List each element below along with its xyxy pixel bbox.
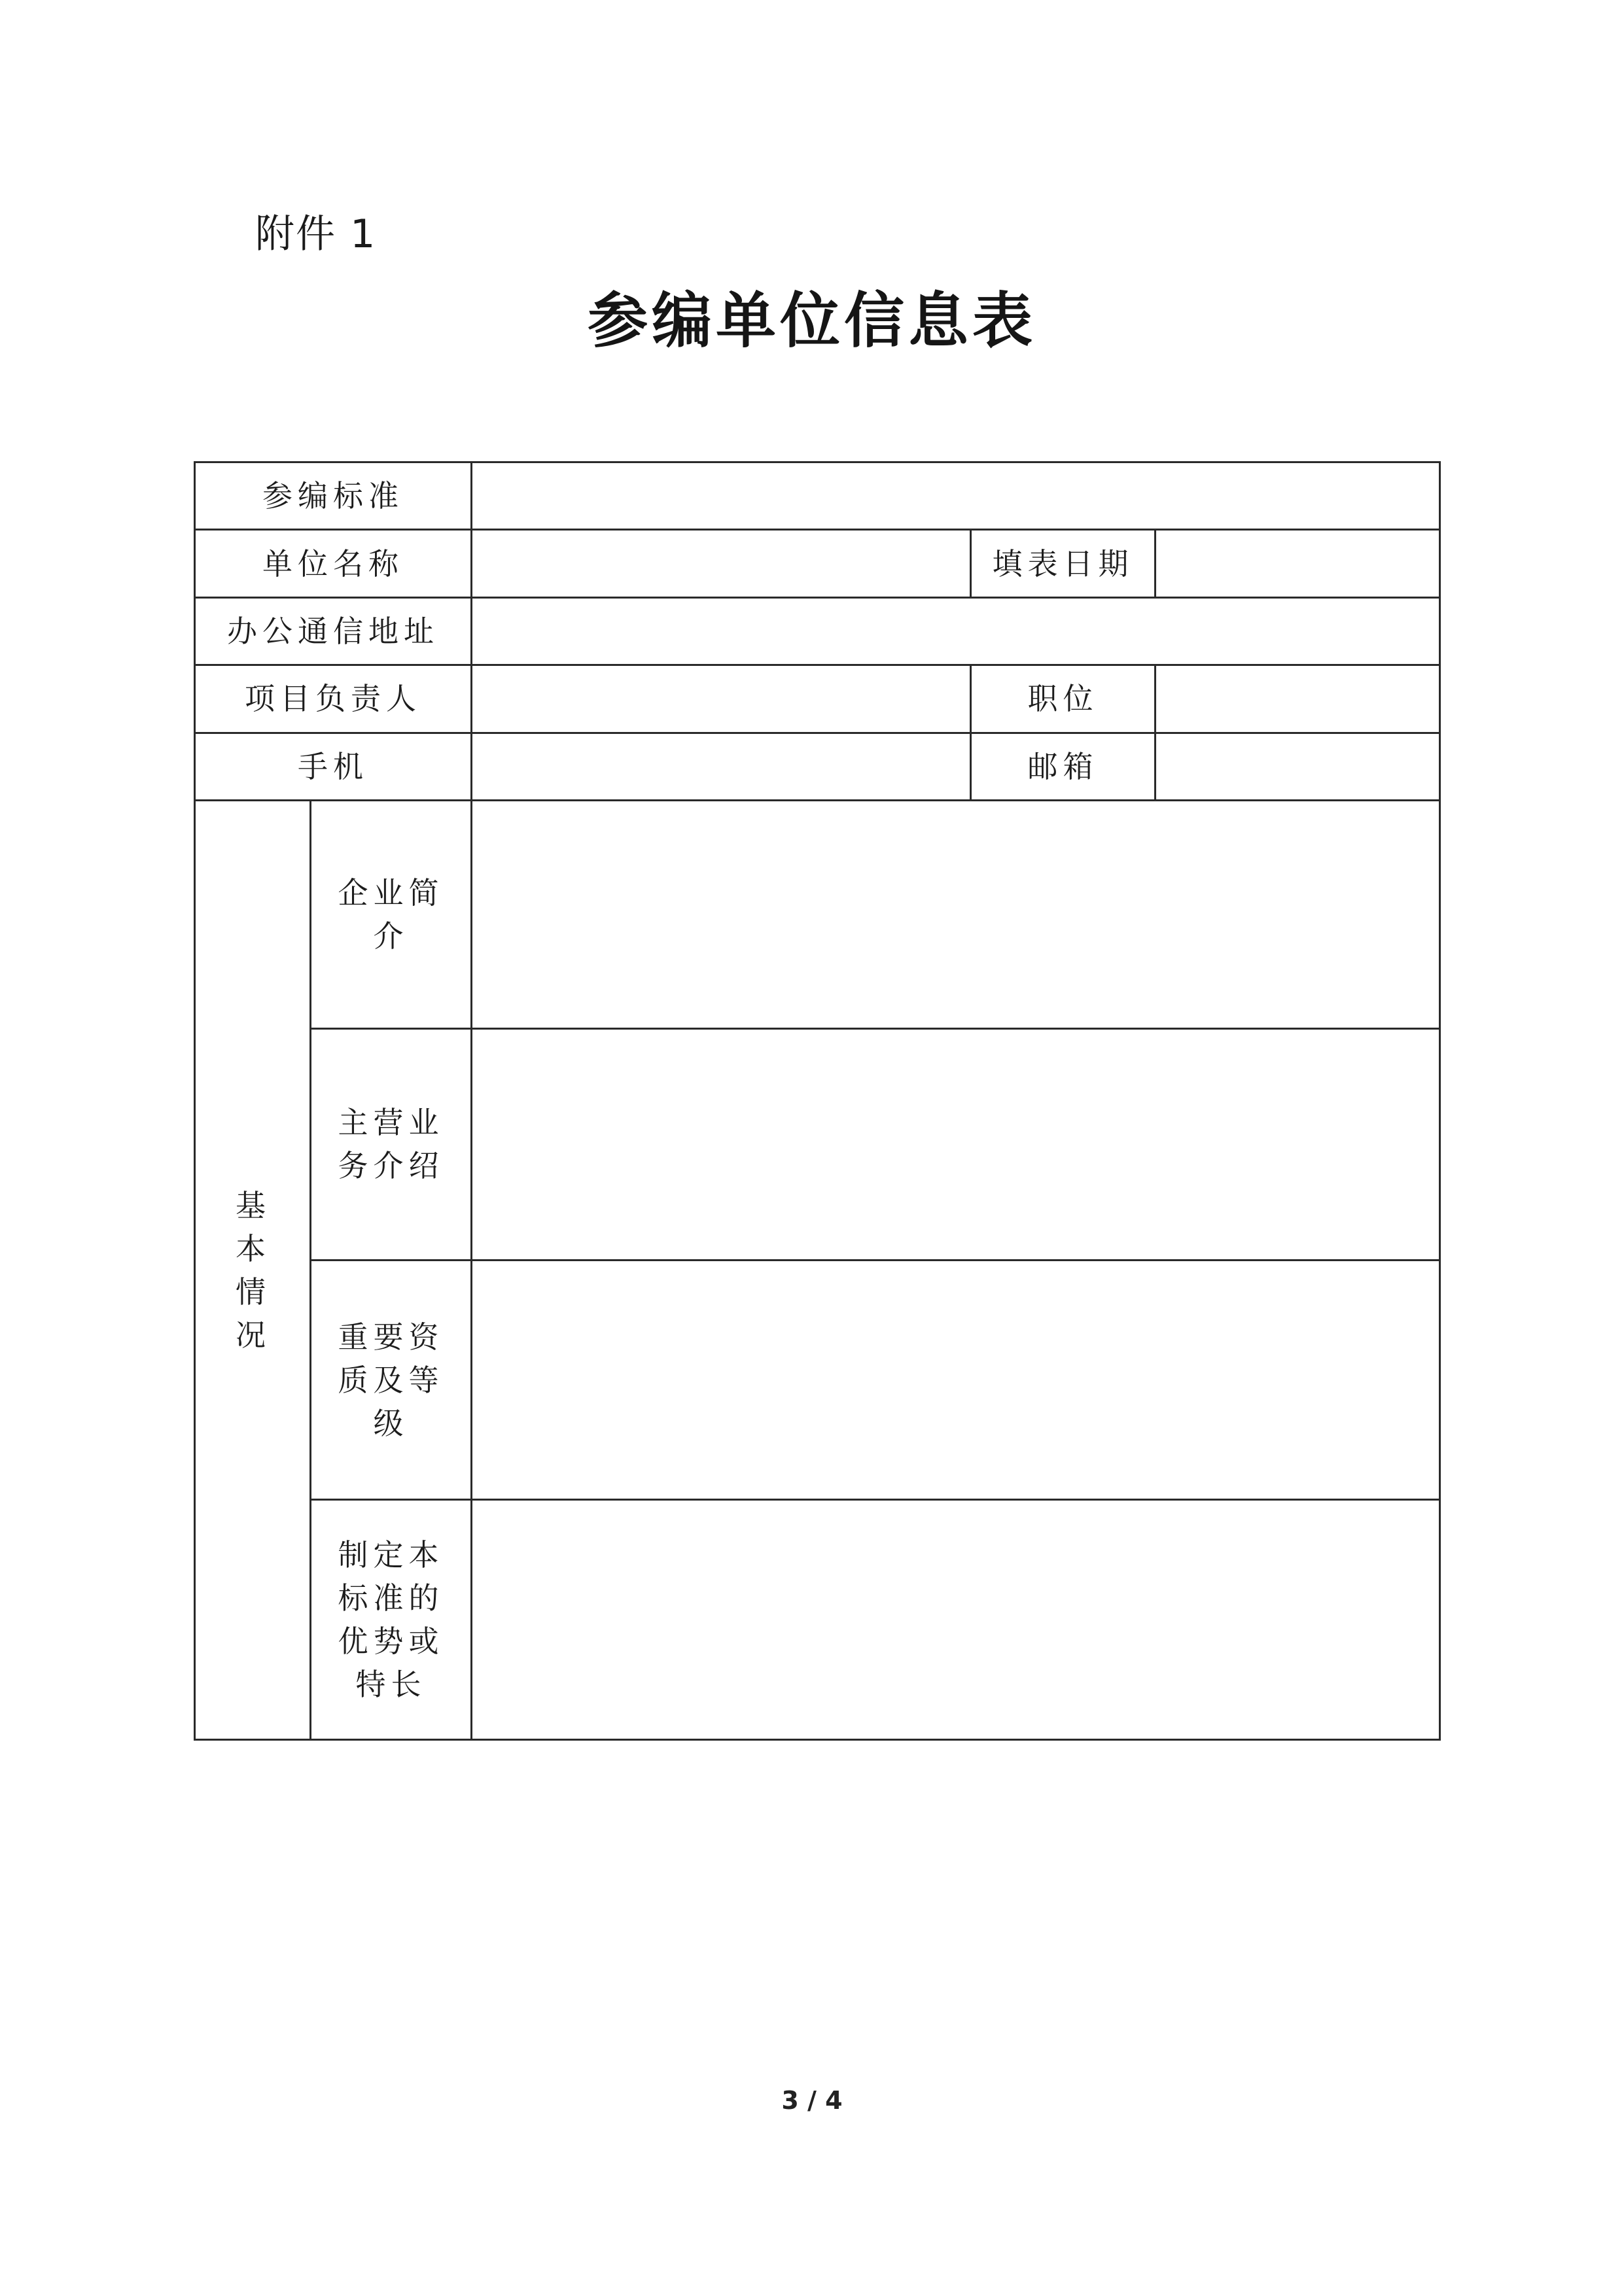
company-intro-field[interactable] xyxy=(472,801,1440,1028)
address-label: 办公通信地址 xyxy=(195,597,472,665)
standard-label: 参编标准 xyxy=(195,462,472,530)
row-standard xyxy=(195,462,1440,530)
basic-info-label: 基本情况 xyxy=(195,801,311,1740)
fill-date-label: 填表日期 xyxy=(971,530,1156,597)
advantages-label: 制定本标准的优势或特长 xyxy=(311,1500,472,1740)
row-mobile xyxy=(195,733,1440,800)
row-qualifications xyxy=(195,1260,1440,1500)
page-number: 3 / 4 xyxy=(781,2086,843,2115)
qualifications-label: 重要资质及等级 xyxy=(311,1260,472,1500)
fill-date-field[interactable] xyxy=(1156,530,1440,597)
project-lead-label: 项目负责人 xyxy=(195,665,472,733)
unit-name-field[interactable] xyxy=(472,530,971,597)
mobile-label: 手机 xyxy=(195,733,472,800)
unit-name-label: 单位名称 xyxy=(195,530,472,597)
row-address xyxy=(195,597,1440,665)
row-unit-name xyxy=(195,530,1440,597)
advantages-field[interactable] xyxy=(472,1500,1440,1740)
info-form xyxy=(194,461,1439,1741)
row-project-lead xyxy=(195,665,1440,733)
page-title: 参编单位信息表 xyxy=(587,285,1036,356)
row-main-business xyxy=(195,1028,1440,1260)
info-table xyxy=(194,461,1441,1741)
standard-field[interactable] xyxy=(472,462,1440,530)
project-lead-field[interactable] xyxy=(472,665,971,733)
qualifications-field[interactable] xyxy=(472,1260,1440,1500)
position-label: 职位 xyxy=(971,665,1156,733)
email-field[interactable] xyxy=(1156,733,1440,800)
main-business-field[interactable] xyxy=(472,1028,1440,1260)
address-field[interactable] xyxy=(472,597,1440,665)
company-intro-label: 企业简介 xyxy=(311,801,472,1028)
main-business-label: 主营业务介绍 xyxy=(311,1028,472,1260)
email-label: 邮箱 xyxy=(971,733,1156,800)
position-field[interactable] xyxy=(1156,665,1440,733)
mobile-field[interactable] xyxy=(472,733,971,800)
attachment-label: 附件 1 xyxy=(255,211,377,257)
row-advantages xyxy=(195,1500,1440,1740)
row-company-intro xyxy=(195,801,1440,1028)
